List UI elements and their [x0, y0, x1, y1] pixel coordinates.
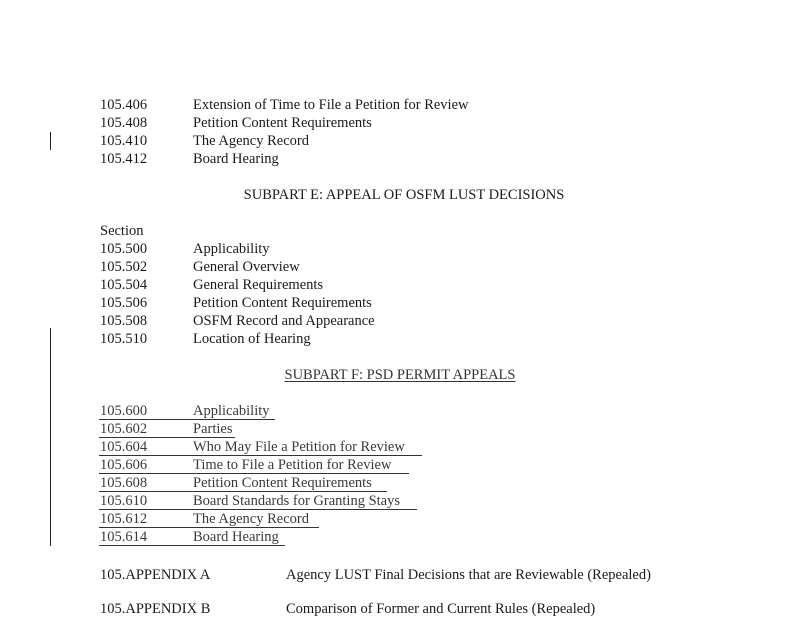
section-title: The Agency Record — [193, 133, 309, 149]
section-number: 105.406 — [100, 97, 148, 113]
section-title: Applicability — [193, 241, 270, 257]
section-number: 105.610 — [100, 493, 148, 509]
section-title: Parties — [193, 421, 233, 437]
section-title: Petition Content Requirements — [193, 115, 372, 131]
section-number: 105.502 — [100, 259, 148, 275]
section-title: Board Hearing — [193, 529, 279, 545]
section-number: 105.410 — [100, 133, 148, 149]
section-title: OSFM Record and Appearance — [193, 313, 375, 329]
section-title: Extension of Time to File a Petition for Review — [193, 97, 469, 113]
section-number: 105.606 — [100, 457, 148, 473]
section-number: 105.408 — [100, 115, 148, 131]
appendix-label: 105.APPENDIX B — [100, 601, 211, 617]
section-title: General Requirements — [193, 277, 324, 293]
section-title: Petition Content Requirements — [193, 295, 372, 311]
section-number: 105.614 — [100, 529, 148, 545]
section-title: Time to File a Petition for Review — [193, 457, 392, 473]
section-number: 105.608 — [100, 475, 148, 491]
change-bar-lower — [50, 328, 51, 546]
section-number: 105.504 — [100, 277, 148, 293]
section-number: 105.508 — [100, 313, 148, 329]
section-number: 105.500 — [100, 241, 148, 257]
section-label: Section — [100, 223, 144, 239]
section-number: 105.412 — [100, 151, 148, 167]
appendix-label: 105.APPENDIX A — [100, 567, 211, 583]
underline-rule — [99, 545, 285, 546]
section-number: 105.604 — [100, 439, 148, 455]
appendix-title: Agency LUST Final Decisions that are Reviewable (Repealed) — [286, 567, 651, 583]
section-number: 105.506 — [100, 295, 148, 311]
section-title: Applicability — [193, 403, 270, 419]
subpart-e-heading: SUBPART E: APPEAL OF OSFM LUST DECISIONS — [243, 187, 565, 203]
section-title: The Agency Record — [193, 511, 309, 527]
section-number: 105.602 — [100, 421, 148, 437]
section-title: Location of Hearing — [193, 331, 311, 347]
section-number: 105.600 — [100, 403, 148, 419]
section-title: Board Standards for Granting Stays — [193, 493, 400, 509]
section-title: Petition Content Requirements — [193, 475, 372, 491]
subpart-f-heading: SUBPART F: PSD PERMIT APPEALS — [284, 367, 516, 383]
section-number: 105.510 — [100, 331, 148, 347]
appendix-title: Comparison of Former and Current Rules (Repealed) — [286, 601, 596, 617]
section-title: Who May File a Petition for Review — [193, 439, 405, 455]
section-title: Board Hearing — [193, 151, 279, 167]
section-title: General Overview — [193, 259, 300, 275]
change-bar-top — [50, 132, 51, 150]
section-number: 105.612 — [100, 511, 148, 527]
